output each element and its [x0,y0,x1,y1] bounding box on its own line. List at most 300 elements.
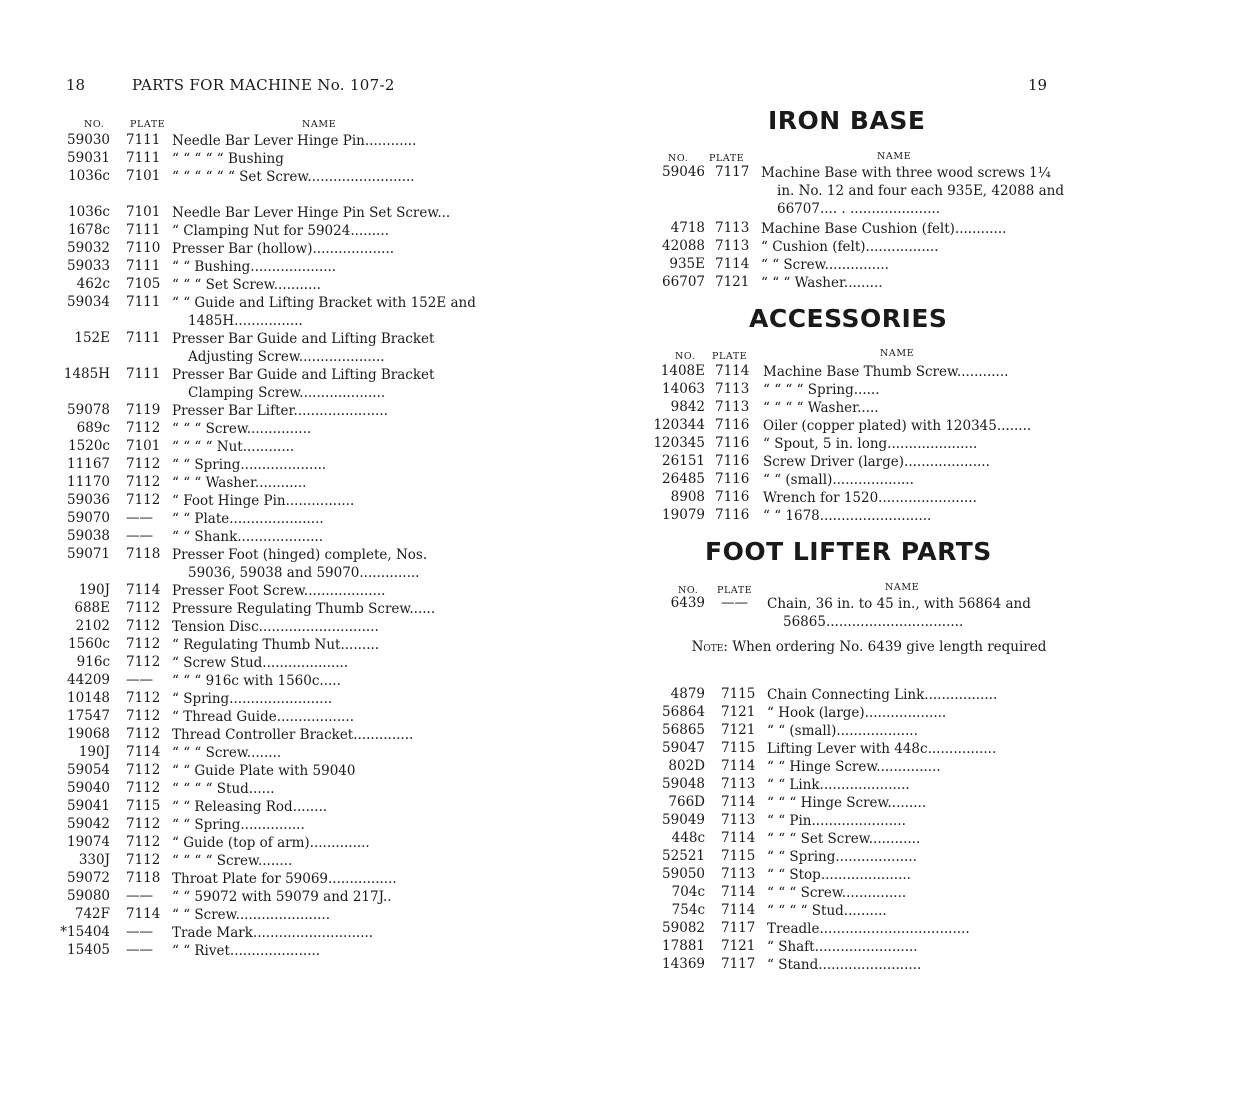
parts-row [653,938,1053,956]
part-number: 17547 [67,708,110,724]
plate-number: 7112 [126,420,161,436]
parts-row [50,132,460,150]
part-number: *15404 [60,924,110,940]
part-name: Presser Bar Guide and Lifting Bracket Adjusting Screw.................... [172,331,435,365]
part-name: “ Shaft........................ [767,939,918,955]
part-number: 42088 [662,238,705,254]
part-number: 742F [74,906,110,922]
part-number: 59036 [67,492,110,508]
accessories-header-plate: PLATE [712,351,748,362]
part-name: Thread Controller Bracket.............. [172,727,414,743]
part-name: “ Spring........................ [172,691,333,707]
part-number: 766D [668,794,705,810]
parts-row [50,942,460,960]
plate-number: 7111 [126,294,161,310]
parts-row [50,438,460,456]
parts-row [653,417,1053,435]
part-name: “ “ “ “ Stud.......... [767,903,887,919]
part-name: Machine Base Cushion (felt)............ [761,221,1007,237]
part-name: “ “ Spring.................... [172,457,327,473]
plate-number: 7121 [721,704,756,720]
part-number: 916c [76,654,110,670]
parts-row [50,762,460,780]
plate-number: 7118 [126,870,161,886]
accessories-list [653,363,1053,525]
plate-number: 7113 [721,866,756,882]
plate-number: 7112 [126,708,161,724]
plate-number: 7111 [126,258,161,274]
part-name: “ Foot Hinge Pin................ [172,493,355,509]
part-number: 59040 [67,780,110,796]
parts-row [653,758,1053,776]
part-name: “ “ Hinge Screw............... [767,759,941,775]
plate-number: 7114 [721,794,756,810]
note-text: When ordering No. 6439 give length required [732,639,1047,655]
parts-row [50,474,460,492]
foot-lifter-header-name: NAME [885,582,920,593]
plate-number: 7116 [715,507,750,523]
part-number: 59046 [662,164,705,180]
part-name: “ Clamping Nut for 59024......... [172,223,389,239]
parts-row [653,902,1053,920]
parts-row [50,168,460,204]
parts-row [50,276,460,294]
part-name: “ “ Rivet..................... [172,943,321,959]
part-name: “ “ Plate...................... [172,511,324,527]
parts-row [50,582,460,600]
part-number: 689c [76,420,110,436]
foot-lifter-list [653,686,1053,974]
part-name: “ “ “ “ Nut............ [172,439,295,455]
part-name: “ “ “ Hinge Screw......... [767,795,927,811]
parts-row [653,794,1053,812]
part-name: “ Cushion (felt)................. [761,239,939,255]
foot-lifter-header-plate: PLATE [717,585,753,596]
plate-number: 7112 [126,726,161,742]
part-number: 802D [668,758,705,774]
part-number: 59054 [67,762,110,778]
plate-number: 7111 [126,330,161,346]
part-number: 8908 [670,489,705,505]
part-name: Presser Bar Guide and Lifting Bracket Clamping Screw.................... [172,367,435,401]
plate-number: 7121 [721,722,756,738]
plate-number: 7112 [126,762,161,778]
plate-number: 7111 [126,150,161,166]
note-label: Note: [691,639,728,655]
part-number: 4718 [670,220,705,236]
part-name: “ “ 1678.......................... [763,508,932,524]
page-number-right: 19 [1028,76,1048,94]
running-head: PARTS FOR MACHINE No. 107-2 [132,76,395,94]
parts-row [653,866,1053,884]
plate-number: 7115 [721,848,756,864]
parts-row [50,726,460,744]
plate-number: 7113 [721,776,756,792]
part-number: 19079 [662,507,705,523]
part-name: “ “ Shank.................... [172,529,324,545]
part-name: “ “ (small)................... [763,472,914,488]
part-number: 19068 [67,726,110,742]
part-number: 59031 [67,150,110,166]
part-name: “ Regulating Thumb Nut......... [172,637,380,653]
part-number: 462c [76,276,110,292]
parts-row [50,852,460,870]
parts-row [50,204,460,222]
parts-row [653,507,1053,525]
plate-number: 7112 [126,654,161,670]
plate-number: 7112 [126,600,161,616]
plate-number: 7114 [721,758,756,774]
parts-row [50,834,460,852]
part-name: “ Thread Guide.................. [172,709,354,725]
part-name: “ Guide (top of arm).............. [172,835,370,851]
part-name: Machine Base with three wood screws 1¼ in. No. 12 and four each 935E, 42088 and 66707.... . ..................... [761,165,1065,217]
part-number: 19074 [67,834,110,850]
part-name: Pressure Regulating Thumb Screw...... [172,601,436,617]
part-name: “ “ “ “ Screw........ [172,853,293,869]
part-number: 1560c [68,636,110,652]
parts-row [50,492,460,510]
plate-number: —— [126,528,153,544]
plate-number: 7116 [715,435,750,451]
plate-number: 7114 [715,256,750,272]
part-name: “ “ “ Washer............ [172,475,307,491]
plate-number: 7116 [715,417,750,433]
plate-number: 7112 [126,618,161,634]
part-number: 59047 [662,740,705,756]
parts-row [50,618,460,636]
plate-number: 7117 [715,164,750,180]
part-name: “ “ “ “ “ Bushing [172,151,284,167]
plate-number: 7112 [126,780,161,796]
part-name: “ “ Stop..................... [767,867,911,883]
part-number: 1036c [68,168,110,184]
ordering-note [679,638,1059,657]
part-number: 120345 [653,435,705,451]
part-number: 59033 [67,258,110,274]
part-name: Lifting Lever with 448c................ [767,741,997,757]
plate-number: 7117 [721,956,756,972]
plate-number: 7112 [126,474,161,490]
plate-number: 7121 [715,274,750,290]
part-number: 59041 [67,798,110,814]
parts-row [50,528,460,546]
part-name: “ “ (small)................... [767,723,918,739]
part-number: 59034 [67,294,110,310]
parts-row [50,744,460,762]
plate-number: 7112 [126,636,161,652]
parts-row [50,240,460,258]
part-number: 26151 [662,453,705,469]
part-name: “ “ “ Screw............... [172,421,312,437]
part-number: 1678c [68,222,110,238]
parts-row [653,220,1053,238]
parts-row [653,595,1053,631]
part-name: Presser Bar Lifter...................... [172,403,388,419]
plate-number: 7112 [126,690,161,706]
part-number: 152E [74,330,110,346]
part-number: 2102 [75,618,110,634]
part-name: “ “ “ 916c with 1560c..... [172,673,341,689]
parts-row [50,708,460,726]
part-name: “ Screw Stud.................... [172,655,349,671]
part-name: Treadle................................... [767,921,970,937]
part-number: 330J [78,852,110,868]
part-name: “ “ “ Screw............... [767,885,907,901]
part-number: 10148 [67,690,110,706]
part-number: 66707 [662,274,705,290]
part-name: Needle Bar Lever Hinge Pin Set Screw... [172,205,451,221]
plate-number: —— [126,888,153,904]
parts-row [50,294,476,330]
parts-row [653,722,1053,740]
plate-number: 7114 [126,582,161,598]
iron-base-header-name: NAME [877,151,912,162]
part-name: “ “ Pin...................... [767,813,906,829]
plate-number: —— [126,924,153,940]
part-name: “ “ “ Washer......... [761,275,883,291]
plate-number: 7114 [126,744,161,760]
part-number: 59049 [662,812,705,828]
parts-row [653,812,1053,830]
plate-number: 7111 [126,366,161,382]
foot-lifter-chain-row [653,595,1053,631]
parts-row [653,956,1053,974]
part-name: Presser Foot (hinged) complete, Nos. 59036, 59038 and 59070.............. [172,547,428,581]
part-name: “ “ Spring................... [767,849,917,865]
parts-row [653,704,1053,722]
part-name: “ “ “ “ Washer..... [763,400,879,416]
plate-number: 7113 [715,381,750,397]
plate-number: 7115 [126,798,161,814]
part-name: “ “ “ Set Screw........... [172,277,321,293]
plate-number: 7116 [715,489,750,505]
part-number: 14063 [662,381,705,397]
part-number: 9842 [670,399,705,415]
parts-row [50,780,460,798]
plate-number: —— [126,672,153,688]
part-number: 1520c [68,438,110,454]
part-name: “ “ “ “ Stud...... [172,781,275,797]
part-name: Chain, 36 in. to 45 in., with 56864 and 56865................................ [767,596,1031,630]
parts-row [50,222,460,240]
part-number: 935E [669,256,705,272]
plate-number: 7112 [126,816,161,832]
part-number: 59048 [662,776,705,792]
part-number: 59072 [67,870,110,886]
part-number: 44209 [67,672,110,688]
part-name: “ Stand........................ [767,957,922,973]
parts-row [50,402,460,420]
part-name: “ “ Spring............... [172,817,305,833]
parts-row [50,456,460,474]
right-page [619,0,1238,1105]
plate-number: 7110 [126,240,161,256]
iron-base-header-plate: PLATE [709,153,745,164]
part-number: 59071 [67,546,110,562]
plate-number: 7114 [721,830,756,846]
part-name: Needle Bar Lever Hinge Pin............ [172,133,417,149]
parts-row [50,690,460,708]
parts-row [50,888,460,906]
plate-number: 7113 [715,238,750,254]
part-number: 17881 [662,938,705,954]
part-number: 688E [74,600,110,616]
plate-number: 7117 [721,920,756,936]
part-number: 190J [78,744,110,760]
plate-number: 7105 [126,276,161,292]
iron-base-list [653,164,1065,292]
part-number: 190J [78,582,110,598]
parts-row [50,258,460,276]
part-number: 754c [671,902,705,918]
plate-number: 7116 [715,453,750,469]
accessories-header-no: NO. [675,351,696,362]
part-number: 59032 [67,240,110,256]
plate-number: 7114 [126,906,161,922]
part-number: 56864 [662,704,705,720]
part-number: 120344 [653,417,705,433]
part-number: 14369 [662,956,705,972]
part-name: Wrench for 1520....................... [763,490,977,506]
parts-row [653,453,1053,471]
parts-row [50,870,460,888]
part-number: 59038 [67,528,110,544]
plate-number: 7113 [715,220,750,236]
plate-number: 7113 [721,812,756,828]
part-number: 59082 [662,920,705,936]
plate-number: 7112 [126,456,161,472]
parts-row [653,776,1053,794]
plate-number: 7114 [715,363,750,379]
col-header-name: NAME [302,119,337,130]
plate-number: 7101 [126,438,161,454]
parts-row [653,686,1053,704]
part-number: 11167 [67,456,110,472]
part-number: 11170 [67,474,110,490]
parts-row [50,546,460,582]
parts-row [653,489,1053,507]
part-name: “ “ Bushing.................... [172,259,337,275]
part-name: Presser Foot Screw................... [172,583,386,599]
parts-row [653,848,1053,866]
plate-number: 7101 [126,168,161,184]
parts-row [50,816,460,834]
part-name: Trade Mark............................ [172,925,374,941]
part-number: 59050 [662,866,705,882]
parts-row [50,672,460,690]
section-title-iron-base: IRON BASE [768,106,926,135]
col-header-no: NO. [84,119,105,130]
part-name: “ “ “ “ “ “ Set Screw......................... [172,169,415,185]
parts-row [50,924,460,942]
parts-row [653,274,1053,292]
part-name: “ “ Releasing Rod........ [172,799,328,815]
plate-number: 7116 [715,471,750,487]
plate-number: —— [721,595,748,611]
parts-row [653,471,1053,489]
part-number: 59030 [67,132,110,148]
parts-row [653,238,1053,256]
plate-number: 7112 [126,852,161,868]
foot-lifter-header-no: NO. [678,585,699,596]
part-name: “ “ “ “ Spring...... [763,382,880,398]
parts-row [50,798,460,816]
part-name: “ “ Screw...................... [172,907,330,923]
parts-row [653,256,1053,274]
part-number: 4879 [670,686,705,702]
part-name: “ “ “ Screw........ [172,745,282,761]
col-header-plate: PLATE [130,119,166,130]
parts-row [653,381,1053,399]
part-name: “ Hook (large)................... [767,705,947,721]
accessories-header-name: NAME [880,348,915,359]
section-title-accessories: ACCESSORIES [749,304,948,333]
plate-number: —— [126,510,153,526]
part-number: 1485H [63,366,110,382]
part-number: 56865 [662,722,705,738]
parts-row [653,399,1053,417]
part-name: Tension Disc............................ [172,619,379,635]
plate-number: 7115 [721,740,756,756]
parts-row [50,654,460,672]
part-number: 59042 [67,816,110,832]
part-number: 448c [671,830,705,846]
part-name: “ “ Screw............... [761,257,889,273]
plate-number: 7115 [721,686,756,702]
parts-row [653,363,1053,381]
plate-number: 7113 [715,399,750,415]
section-title-foot-lifter: FOOT LIFTER PARTS [705,537,992,566]
parts-row [50,150,460,168]
part-name: Throat Plate for 59069................ [172,871,397,887]
plate-number: 7112 [126,834,161,850]
part-number: 15405 [67,942,110,958]
plate-number: 7111 [126,132,161,148]
part-number: 59070 [67,510,110,526]
plate-number: 7119 [126,402,161,418]
part-number: 6439 [670,595,705,611]
parts-row [50,600,460,618]
page-number-left: 18 [66,76,86,94]
plate-number: 7101 [126,204,161,220]
part-number: 52521 [662,848,705,864]
part-number: 26485 [662,471,705,487]
parts-row [50,906,460,924]
part-name: Machine Base Thumb Screw............ [763,364,1009,380]
plate-number: 7114 [721,884,756,900]
part-number: 1408E [660,363,705,379]
part-number: 1036c [68,204,110,220]
part-name: Screw Driver (large).................... [763,454,990,470]
parts-row [653,920,1053,938]
part-name: “ Spout, 5 in. long..................... [763,436,978,452]
parts-row [653,435,1053,453]
parts-row [653,830,1053,848]
parts-row [50,420,460,438]
parts-row [653,884,1053,902]
parts-row [653,740,1053,758]
part-name: “ “ Guide and Lifting Bracket with 152E and 1485H................ [172,295,476,329]
plate-number: —— [126,942,153,958]
part-name: “ “ Link..................... [767,777,910,793]
parts-row [50,366,460,402]
part-name: “ “ Guide Plate with 59040 [172,763,356,779]
part-number: 704c [671,884,705,900]
parts-row [653,164,1065,220]
parts-row [50,510,460,528]
part-name: “ “ 59072 with 59079 and 217J.. [172,889,392,905]
